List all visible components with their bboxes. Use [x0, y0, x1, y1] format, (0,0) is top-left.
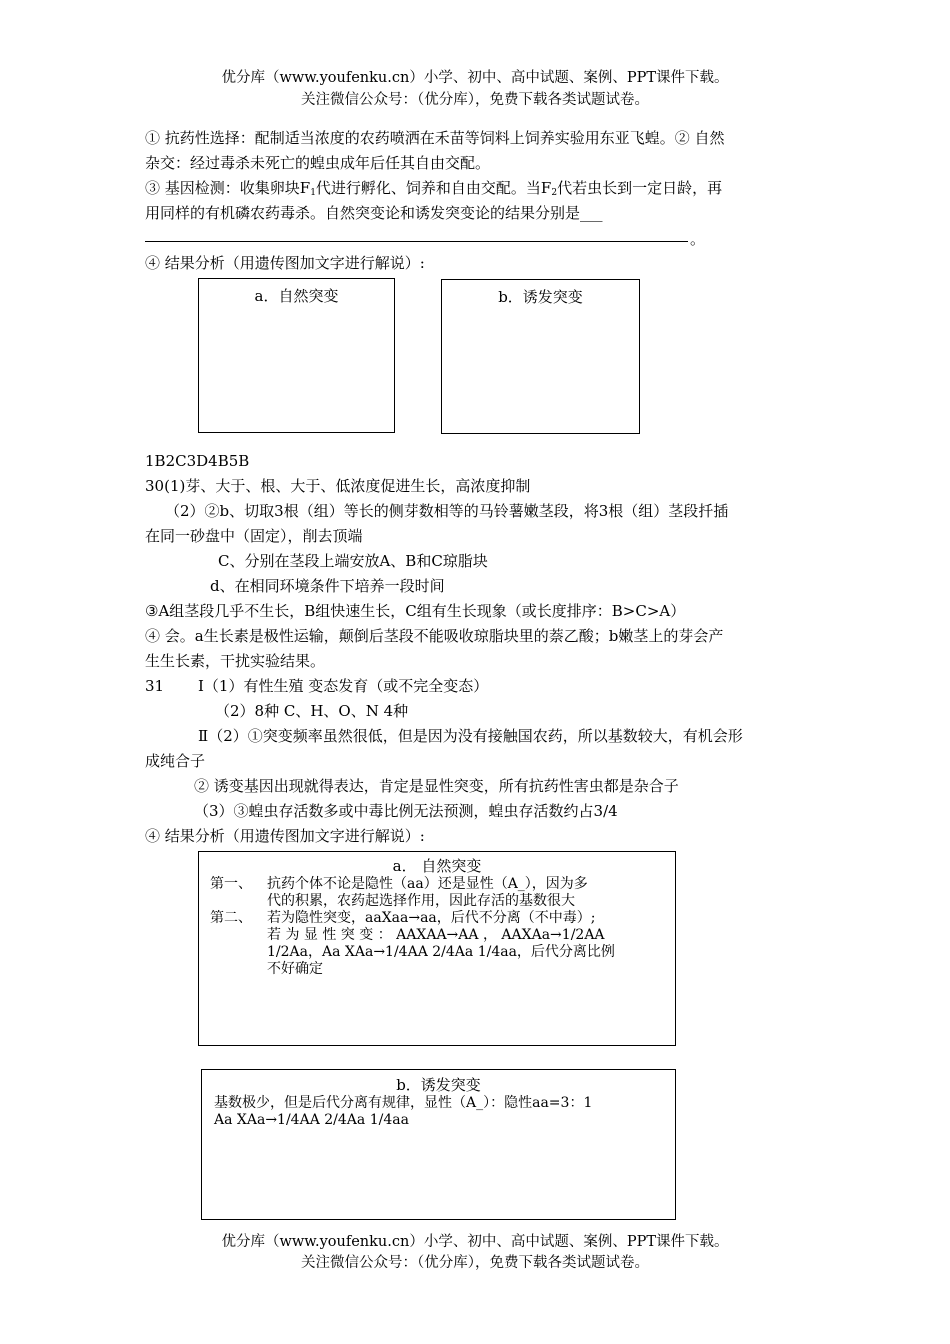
answer-30-1: 30(1)芽、大于、根、大于、低浓度促进生长，高浓度抑制	[145, 477, 531, 495]
question-line-6: ④ 结果分析（用遗传图加文字进行解说）:	[145, 254, 425, 272]
question-line-3	[145, 178, 722, 203]
question-line-3-part-b: 代进行孵化、饲养和自由交配。当F	[315, 179, 552, 197]
answer-30-4-line-2: 生生长素，干扰实验结果。	[145, 652, 326, 670]
question-line-2: 杂交：经过毒杀未死亡的蝗虫成年后任其自由交配。	[145, 154, 491, 172]
question-box-induced-mutation	[441, 279, 640, 434]
question-line-3-part-c: 代若虫长到一定日龄，再	[557, 179, 723, 197]
question-box-a-title: a．自然突变	[254, 287, 339, 305]
point-2-line-2: 若 为 显 性 突 变 ： AAⅩAA→AA ， AAⅩAa→1/2AA	[267, 927, 605, 943]
question-line-1: ① 抗药性选择：配制适当浓度的农药喷洒在禾苗等饲料上饲养实验用东亚飞蝗。② 自然	[145, 129, 725, 147]
answer-31-number: 31	[145, 677, 165, 695]
answer-31-i-2: （2）8种 C、H、O、N 4种	[215, 702, 409, 720]
header-line-1: 优分库（www.youfenku.cn）小学、初中、高中试题、案例、PPT课件下载。	[221, 70, 729, 86]
answer-box-b-line-1: 基数极少，但是后代分离有规律，显性（A_）：隐性aa=3：1	[214, 1095, 593, 1111]
answer-31-ii-2-line-1: Ⅱ（2）①突变频率虽然很低，但是因为没有接触国农药，所以基数较大，有机会形	[198, 727, 743, 745]
question-box-b-title: b．诱发突变	[498, 288, 583, 306]
answer-30-3: ③A组茎段几乎不生长，B组快速生长，C组有生长现象（或长度排序：B>C>A）	[145, 602, 686, 620]
answer-box-b-line-2: Aa ⅩAa→1/4AA 2/4Aa 1/4aa	[214, 1112, 409, 1128]
answer-31-ii-2-line-3: ② 诱变基因出现就得表达，肯定是显性突变，所有抗药性害虫都是杂合子	[194, 777, 679, 795]
answer-30-4-line-1: ④ 会。a生长素是极性运输，颠倒后茎段不能吸收琼脂块里的萘乙酸；b嫩茎上的芽会产	[145, 627, 724, 645]
answer-31-ii-2-line-2: 成纯合子	[145, 752, 206, 770]
answer-31-i-1: Ⅰ（1）有性生殖 变态发育（或不完全变态）	[198, 677, 489, 695]
answer-30-2-line-2: 在同一砂盘中（固定），削去顶端	[145, 527, 363, 545]
point-2-line-3: 1/2Aa，Aa ⅩAa→1/4AA 2/4Aa 1/4aa，后代分离比例	[267, 944, 615, 960]
answer-31-ii-4: ④ 结果分析（用遗传图加文字进行解说）:	[145, 827, 425, 845]
answer-box-induced-mutation	[201, 1069, 676, 1220]
footer-line-1: 优分库（www.youfenku.cn）小学、初中、高中试题、案例、PPT课件下载。	[221, 1234, 729, 1250]
answer-box-b-title: b．诱发突变	[396, 1076, 481, 1094]
answer-box-a-title: a． 自然突变	[392, 857, 482, 875]
answer-31-ii-3: （3）③蝗虫存活数多或中毒比例无法预测，蝗虫存活数约占3/4	[194, 802, 618, 820]
answer-box-natural-mutation	[198, 851, 676, 1046]
subscript-2: 2	[551, 188, 558, 198]
answer-30-2-line-1: （2）②b、切取3根（组）等长的侧芽数相等的马铃薯嫩茎段，将3根（组）茎段扦插	[165, 502, 729, 520]
question-line-5-end: 。	[690, 230, 706, 248]
footer-line-2: 关注微信公众号：（优分库），免费下载各类试题试卷。	[301, 1255, 649, 1271]
answer-blank-line	[145, 241, 688, 242]
answer-multiple-choice: 1B2C3D4B5B	[145, 452, 250, 470]
question-box-natural-mutation	[198, 278, 395, 433]
point-1-line-1: 抗药个体不论是隐性（aa）还是显性（A_），因为多	[267, 876, 588, 892]
question-line-4: 用同样的有机磷农药毒杀。自然突变论和诱发突变论的结果分别是___	[145, 204, 603, 222]
point-2-line-4: 不好确定	[267, 961, 323, 977]
subscript-1: 1	[310, 188, 316, 198]
question-line-3-part-a: ③ 基因检测：收集卵块F	[145, 179, 311, 197]
point-1-label: 第一、	[210, 876, 252, 892]
header-line-2: 关注微信公众号：（优分库），免费下载各类试题试卷。	[301, 92, 649, 108]
answer-30-c: C、分别在茎段上端安放A、B和C琼脂块	[218, 552, 488, 570]
answer-30-d: d、在相同环境条件下培养一段时间	[210, 577, 445, 595]
point-2-line-1: 若为隐性突变，aaⅩaa→aa，后代不分离（不中毒）;	[267, 910, 596, 926]
point-1-line-2: 代的积累，农药起选择作用，因此存活的基数很大	[267, 893, 575, 909]
point-2-label: 第二、	[210, 910, 252, 926]
